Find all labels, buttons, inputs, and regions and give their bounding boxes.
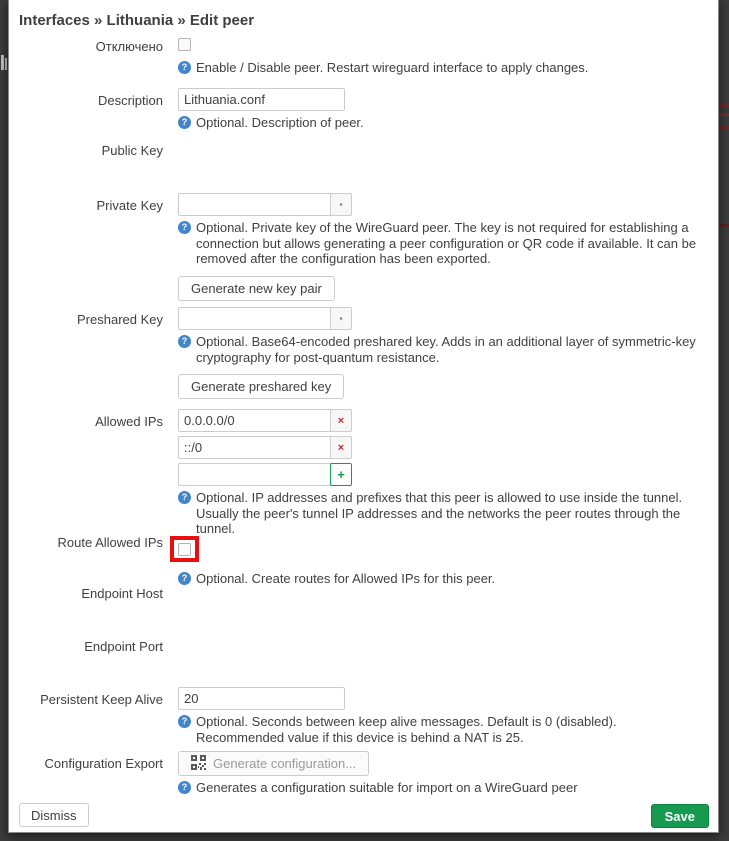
endpoint-port-label: Endpoint Port bbox=[84, 639, 163, 654]
public-key-label: Public Key bbox=[101, 143, 163, 158]
help-icon: ? bbox=[178, 491, 191, 504]
persistent-keep-alive-input[interactable] bbox=[178, 687, 345, 710]
row-description bbox=[9, 88, 718, 131]
public-key-value bbox=[178, 143, 718, 158]
preshared-key-help bbox=[178, 334, 706, 365]
remove-entry-button[interactable] bbox=[330, 436, 352, 459]
persistent-keep-alive-help bbox=[178, 714, 706, 745]
allowed-ip-input[interactable] bbox=[178, 463, 331, 486]
help-text: Optional. Seconds between keep alive messages. Default is 0 (disabled). Recommended value if this device is behind a NAT is 25. bbox=[196, 714, 617, 745]
disabled-label: Отключено bbox=[95, 39, 163, 54]
dialog-title: Interfaces » Lithuania » Edit peer bbox=[19, 12, 255, 29]
help-text: Optional. IP addresses and prefixes that this peer is allowed to use inside the tunnel. Usually the peer's tunnel IP addresses and the networks the peer routes through the tunnel. bbox=[196, 490, 683, 537]
row-endpoint-host bbox=[9, 586, 718, 601]
red-highlight-annotation bbox=[170, 536, 199, 562]
private-key-combobox bbox=[178, 193, 352, 216]
help-text: Optional. Base64-encoded preshared key. Adds in an additional layer of symmetric-key cryptography for post-quantum resistance. bbox=[196, 334, 696, 365]
remove-icon: × bbox=[337, 441, 345, 454]
disabled-help bbox=[178, 60, 706, 76]
route-allowed-ips-checkbox[interactable] bbox=[178, 543, 191, 556]
allowed-ip-entry bbox=[178, 436, 706, 459]
help-text: Optional. Description of peer. bbox=[196, 115, 364, 130]
combobox-toggle-button[interactable] bbox=[330, 307, 352, 330]
combobox-toggle-button[interactable] bbox=[330, 193, 352, 216]
allowed-ips-label: Allowed IPs bbox=[95, 414, 163, 429]
row-private-key bbox=[9, 193, 718, 301]
dimmed-page-artifact bbox=[719, 126, 729, 130]
help-icon: ? bbox=[178, 335, 191, 348]
row-disabled bbox=[9, 38, 718, 76]
row-persistent-keep-alive bbox=[9, 687, 718, 745]
configuration-export-help bbox=[178, 780, 706, 796]
dimmed-page-artifact bbox=[719, 224, 729, 227]
row-route-allowed-ips bbox=[9, 535, 718, 587]
description-help bbox=[178, 115, 706, 131]
endpoint-port-value bbox=[178, 639, 718, 654]
help-icon: ? bbox=[178, 221, 191, 234]
row-public-key bbox=[9, 143, 718, 158]
row-configuration-export bbox=[9, 751, 718, 796]
private-key-help bbox=[178, 220, 706, 267]
add-icon: + bbox=[337, 467, 345, 482]
configuration-export-label: Configuration Export bbox=[44, 756, 163, 771]
dimmed-page-artifact bbox=[719, 113, 729, 116]
combobox-toggle-icon: ▪ bbox=[339, 200, 343, 209]
help-text: Optional. Private key of the WireGuard peer. The key is not required for establishing a connection but allows generating a peer configuration or QR code if available. It can be removed after the configuration has been exported. bbox=[196, 220, 697, 267]
help-icon: ? bbox=[178, 715, 191, 728]
preshared-key-input[interactable] bbox=[178, 307, 331, 330]
generate-configuration-button[interactable] bbox=[178, 751, 369, 776]
private-key-input[interactable] bbox=[178, 193, 331, 216]
preshared-key-label: Preshared Key bbox=[77, 312, 163, 327]
description-label: Description bbox=[97, 93, 163, 108]
help-icon: ? bbox=[178, 572, 191, 585]
remove-entry-button[interactable] bbox=[330, 409, 352, 432]
endpoint-host-label: Endpoint Host bbox=[81, 586, 163, 601]
endpoint-host-value bbox=[178, 586, 718, 601]
generate-preshared-key-button[interactable]: Generate preshared key bbox=[178, 374, 344, 399]
help-icon: ? bbox=[178, 781, 191, 794]
allowed-ips-help bbox=[178, 490, 706, 537]
combobox-toggle-icon: ▪ bbox=[339, 314, 343, 323]
add-entry-button[interactable] bbox=[330, 463, 352, 486]
allowed-ip-input[interactable] bbox=[178, 436, 331, 459]
save-button[interactable]: Save bbox=[651, 804, 709, 828]
route-allowed-ips-label: Route Allowed IPs bbox=[57, 535, 163, 550]
row-endpoint-port bbox=[9, 639, 718, 654]
allowed-ip-entry bbox=[178, 409, 706, 432]
help-text: Optional. Create routes for Allowed IPs for this peer. bbox=[196, 571, 496, 586]
dimmed-page-artifact bbox=[5, 58, 7, 70]
description-input[interactable] bbox=[178, 88, 345, 111]
persistent-keep-alive-label: Persistent Keep Alive bbox=[40, 692, 163, 707]
private-key-label: Private Key bbox=[96, 198, 163, 213]
help-icon: ? bbox=[178, 61, 191, 74]
generate-key-pair-button[interactable]: Generate new key pair bbox=[178, 276, 335, 301]
route-allowed-ips-help bbox=[178, 571, 706, 587]
allowed-ip-input[interactable] bbox=[178, 409, 331, 432]
allowed-ip-entry bbox=[178, 463, 706, 486]
dimmed-page-artifact bbox=[1, 55, 4, 70]
help-text: Generates a configuration suitable for import on a WireGuard peer bbox=[196, 780, 578, 795]
dismiss-button[interactable]: Dismiss bbox=[19, 803, 89, 827]
remove-icon: × bbox=[337, 414, 345, 427]
help-text: Enable / Disable peer. Restart wireguard interface to apply changes. bbox=[196, 60, 589, 75]
edit-peer-dialog bbox=[8, 0, 719, 833]
peer-form bbox=[9, 0, 718, 832]
preshared-key-combobox bbox=[178, 307, 352, 330]
help-icon: ? bbox=[178, 116, 191, 129]
generate-configuration-label: Generate configuration... bbox=[213, 756, 357, 771]
dimmed-page-artifact bbox=[719, 104, 729, 107]
row-preshared-key bbox=[9, 307, 718, 399]
row-allowed-ips bbox=[9, 409, 718, 541]
qr-code-icon bbox=[191, 755, 206, 773]
disabled-checkbox[interactable] bbox=[178, 38, 191, 51]
